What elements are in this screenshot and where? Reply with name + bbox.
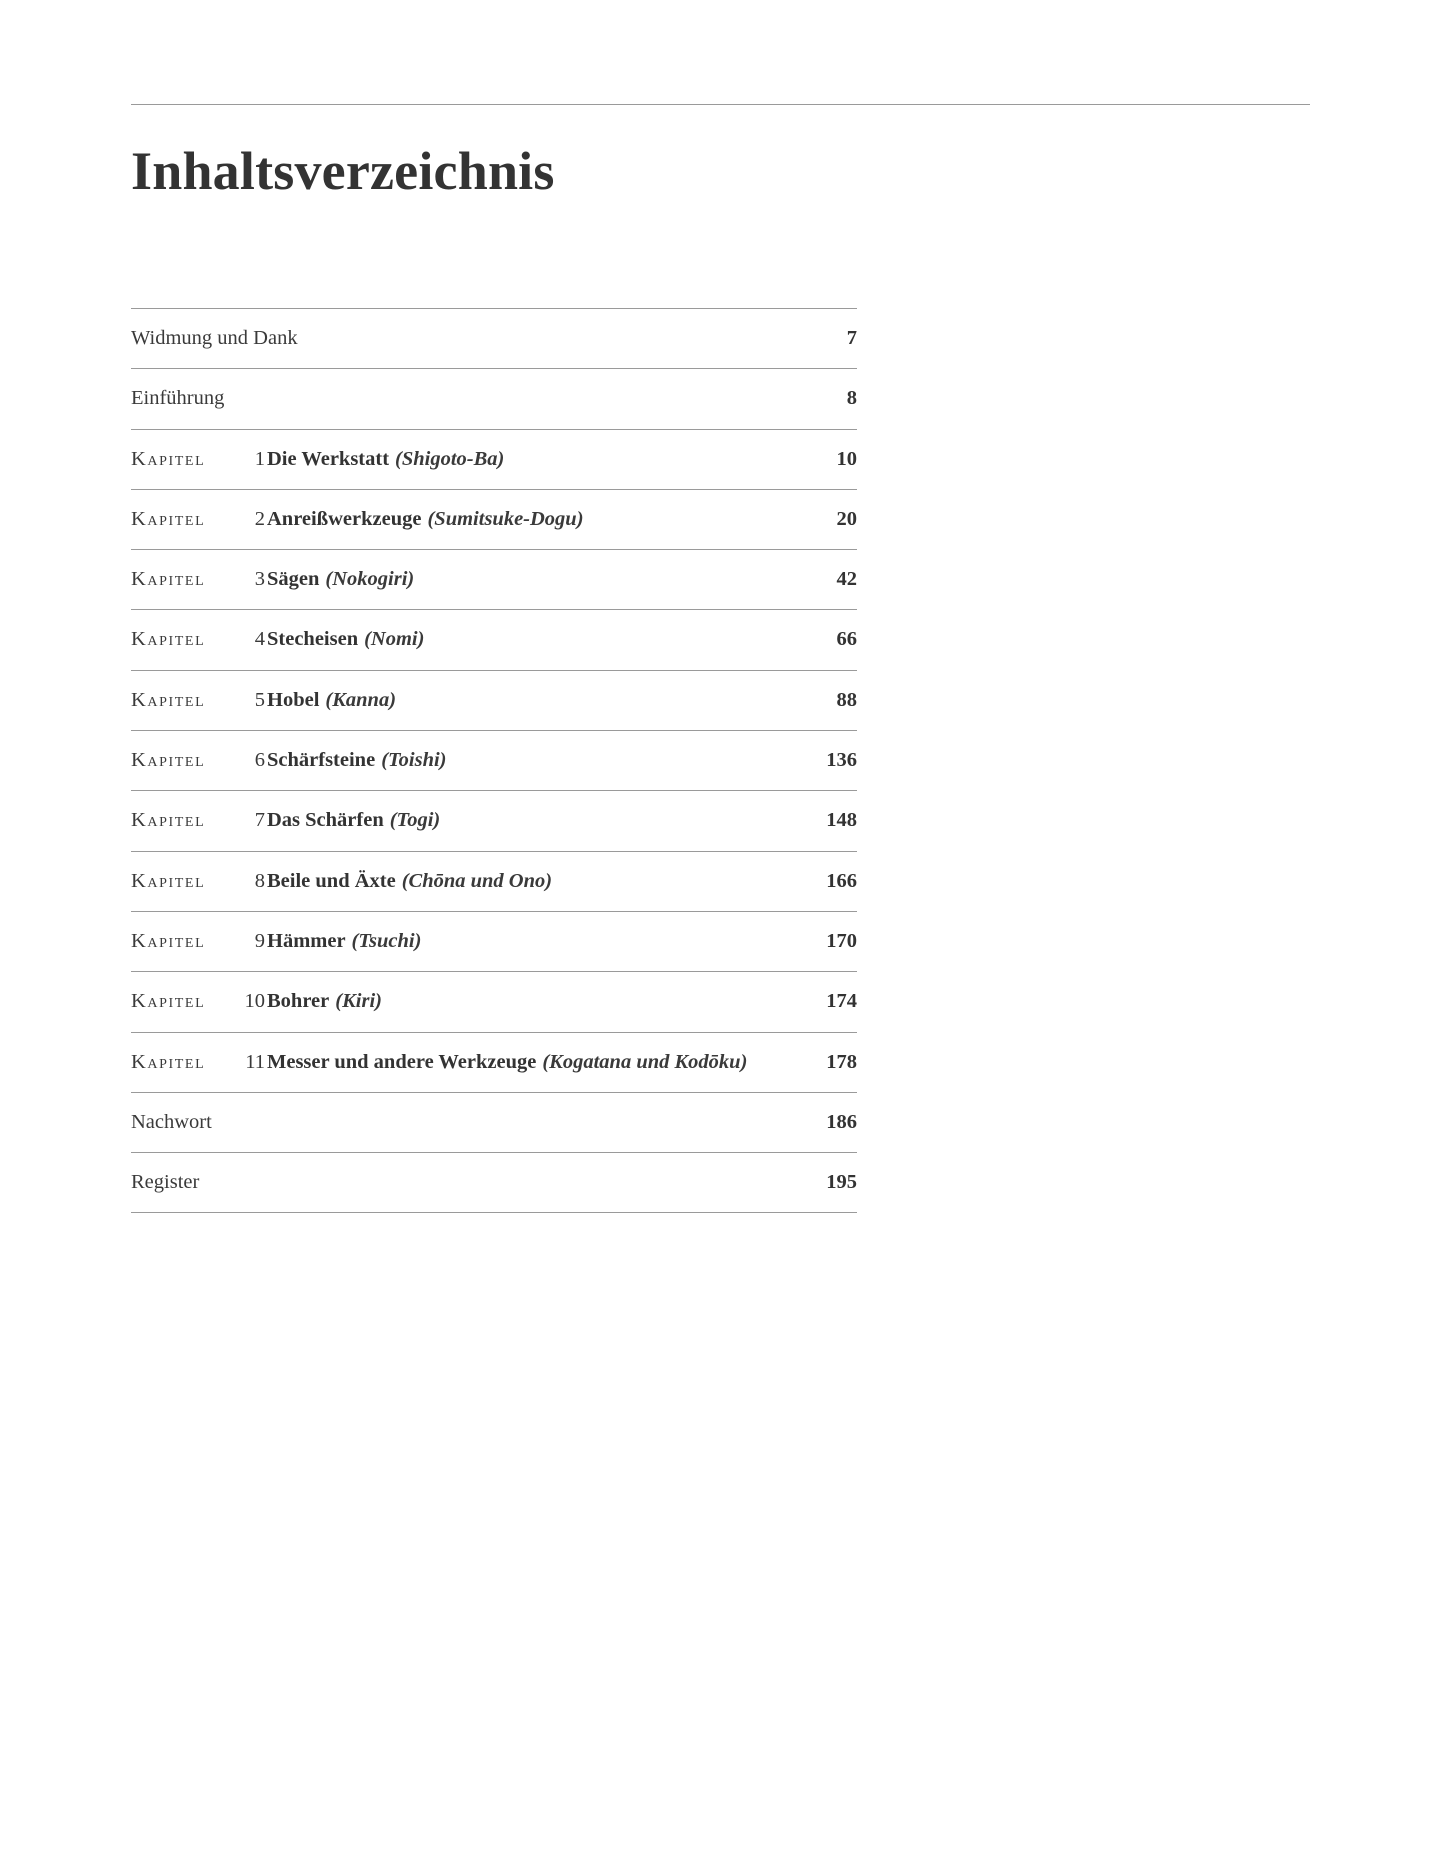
toc-row-chapter[interactable] — [131, 1033, 857, 1093]
chapter-prefix: Kapitel — [131, 688, 206, 711]
chapter-number: 2 — [254, 507, 265, 530]
toc-page-number: 166 — [826, 869, 857, 892]
chapter-prefix: Kapitel — [131, 749, 206, 772]
chapter-number: 5 — [254, 688, 265, 711]
toc-row-chapter[interactable] — [131, 490, 857, 550]
toc-row-front[interactable] — [131, 309, 857, 369]
chapter-number: 10 — [244, 990, 265, 1013]
toc-page-number: 8 — [846, 387, 857, 410]
chapter-number: 9 — [254, 929, 265, 952]
toc-entry-label: Einführung — [131, 387, 225, 410]
chapter-number: 7 — [254, 809, 265, 832]
toc-row-chapter[interactable] — [131, 731, 857, 791]
chapter-prefix: Kapitel — [131, 990, 206, 1013]
toc-row-chapter[interactable] — [131, 430, 857, 490]
chapter-japanese-subtitle: (Sumitsuke-Dogu) — [427, 507, 584, 530]
toc-page-number: 136 — [826, 749, 857, 772]
chapter-prefix: Kapitel — [131, 628, 206, 651]
toc-page-number: 20 — [836, 507, 857, 530]
chapter-title: Anreißwerkzeuge — [267, 507, 422, 530]
chapter-japanese-subtitle: (Chōna und Ono) — [401, 869, 553, 892]
chapter-title-block — [267, 671, 396, 730]
toc-page-number: 195 — [826, 1171, 857, 1194]
chapter-title-block — [267, 912, 421, 971]
table-of-contents — [131, 308, 857, 1213]
chapter-japanese-subtitle: (Togi) — [389, 809, 441, 832]
toc-page-number: 174 — [826, 990, 857, 1013]
chapter-prefix: Kapitel — [131, 809, 206, 832]
toc-row-chapter[interactable] — [131, 791, 857, 851]
toc-row-chapter[interactable] — [131, 550, 857, 610]
chapter-title: Bohrer — [267, 990, 330, 1013]
chapter-title: Hämmer — [267, 929, 346, 952]
chapter-number: 1 — [254, 447, 265, 470]
chapter-japanese-subtitle: (Kiri) — [335, 990, 382, 1013]
chapter-title-block — [267, 852, 552, 911]
chapter-japanese-subtitle: (Shigoto-Ba) — [395, 447, 505, 470]
chapter-prefix: Kapitel — [131, 447, 206, 470]
chapter-prefix: Kapitel — [131, 1050, 206, 1073]
chapter-japanese-subtitle: (Kogatana und Kodōku) — [542, 1050, 748, 1073]
toc-page-number: 148 — [826, 809, 857, 832]
chapter-title-block — [267, 430, 504, 489]
chapter-title: Sägen — [267, 568, 320, 591]
chapter-title: Beile und Äxte — [267, 869, 396, 892]
toc-row-back[interactable] — [131, 1093, 857, 1153]
toc-page-number: 170 — [826, 929, 857, 952]
toc-row-chapter[interactable] — [131, 912, 857, 972]
chapter-title-block — [267, 1033, 747, 1092]
chapter-japanese-subtitle: (Tsuchi) — [351, 929, 422, 952]
toc-page-number: 88 — [836, 688, 857, 711]
toc-row-chapter[interactable] — [131, 972, 857, 1032]
chapter-japanese-subtitle: (Toishi) — [381, 749, 447, 772]
toc-entry-label: Widmung und Dank — [131, 327, 298, 349]
toc-page-number: 178 — [826, 1050, 857, 1073]
chapter-prefix: Kapitel — [131, 568, 206, 591]
toc-entry-label: Register — [131, 1171, 200, 1194]
chapter-title-block — [267, 791, 440, 850]
toc-row-front[interactable] — [131, 369, 857, 429]
chapter-japanese-subtitle: (Nokogiri) — [325, 568, 415, 591]
chapter-title-block — [267, 490, 584, 549]
chapter-title-block — [267, 972, 382, 1031]
toc-page-number: 7 — [846, 327, 857, 349]
chapter-prefix: Kapitel — [131, 507, 206, 530]
chapter-japanese-subtitle: (Kanna) — [325, 688, 397, 711]
toc-page-number: 10 — [836, 447, 857, 470]
chapter-number: 8 — [254, 869, 265, 892]
toc-row-chapter[interactable] — [131, 671, 857, 731]
chapter-title: Hobel — [267, 688, 320, 711]
chapter-prefix: Kapitel — [131, 929, 206, 952]
toc-row-chapter[interactable] — [131, 852, 857, 912]
chapter-title-block — [267, 610, 424, 669]
toc-page-number: 186 — [826, 1110, 857, 1133]
toc-row-chapter[interactable] — [131, 610, 857, 670]
chapter-title: Messer und andere Werkzeuge — [267, 1050, 537, 1073]
chapter-number: 3 — [254, 568, 265, 591]
chapter-title: Die Werkstatt — [267, 447, 390, 470]
chapter-title: Schärfsteine — [267, 749, 376, 772]
toc-entry-label: Nachwort — [131, 1110, 212, 1133]
page-title: Inhaltsverzeichnis — [131, 141, 555, 201]
toc-page-number: 66 — [836, 628, 857, 651]
chapter-title-block — [267, 550, 414, 609]
top-divider — [131, 104, 1310, 105]
chapter-title: Das Schärfen — [267, 809, 384, 832]
chapter-number: 11 — [245, 1050, 265, 1073]
chapter-prefix: Kapitel — [131, 869, 206, 892]
chapter-japanese-subtitle: (Nomi) — [364, 628, 425, 651]
chapter-title-block — [267, 731, 447, 790]
toc-row-back[interactable] — [131, 1153, 857, 1213]
chapter-number: 6 — [254, 749, 265, 772]
toc-page-number: 42 — [836, 568, 857, 591]
chapter-number: 4 — [254, 628, 265, 651]
chapter-title: Stecheisen — [267, 628, 359, 651]
